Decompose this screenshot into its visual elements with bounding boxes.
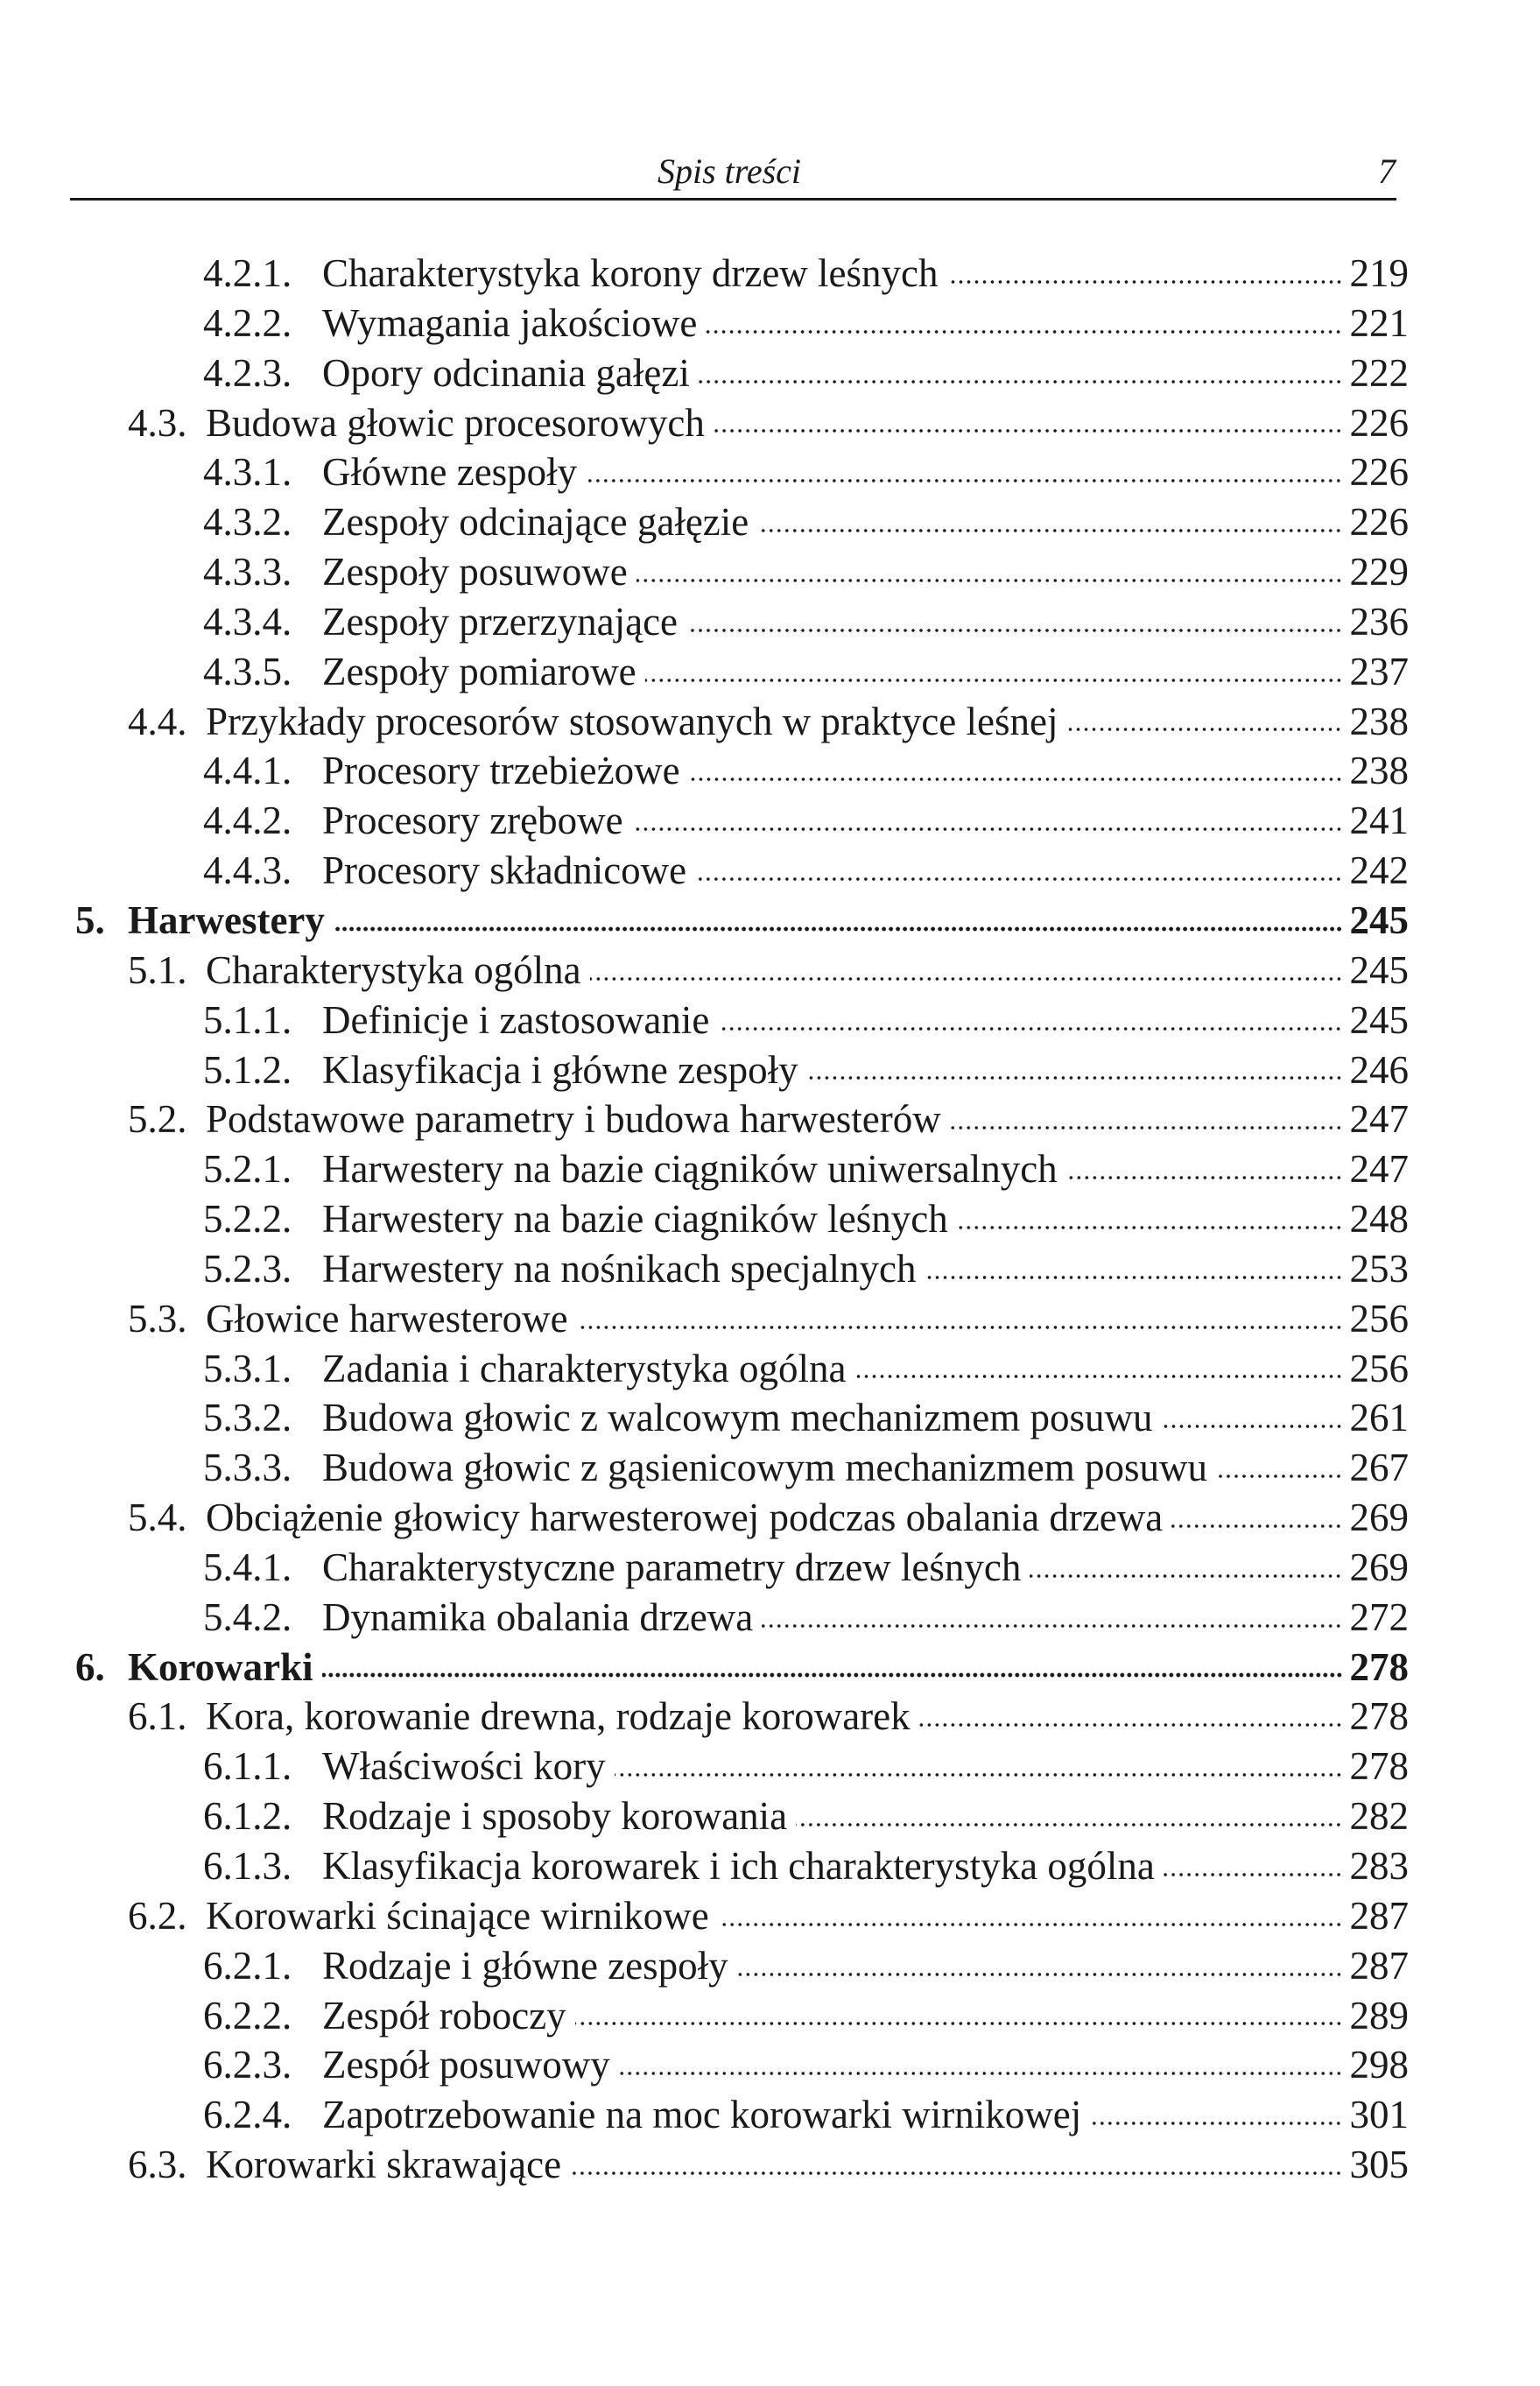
- dot-leader: [1030, 1573, 1342, 1580]
- toc-entry: [0, 1244, 1540, 1294]
- toc-entry-page: 221: [1349, 300, 1409, 345]
- toc-entry-number: 6.: [75, 1644, 105, 1689]
- toc-entry-title: Zespoły przerzynające: [322, 599, 679, 644]
- dot-leader: [925, 1274, 1343, 1281]
- toc-entry-title: Zespoły posuwowe: [322, 550, 628, 595]
- toc-entry-line: [322, 1045, 1409, 1095]
- toc-entry-number: 5.1.: [128, 947, 187, 992]
- toc-entry-page: 278: [1349, 1694, 1409, 1739]
- toc-entry-page: 278: [1349, 1744, 1409, 1789]
- toc-entry-line: [206, 2140, 1409, 2190]
- toc-entry-title: Zespoły odcinające gałęzie: [322, 500, 749, 545]
- dot-leader: [334, 926, 1343, 933]
- toc-entry-page: 247: [1349, 1147, 1409, 1192]
- toc-entry: [0, 746, 1540, 796]
- dot-leader: [1164, 1871, 1343, 1878]
- dot-leader: [686, 627, 1342, 634]
- toc-entry: [0, 647, 1540, 697]
- toc-entry-page: 237: [1349, 649, 1409, 693]
- toc-entry: [0, 1144, 1540, 1194]
- toc-entry-line: [322, 1144, 1409, 1194]
- toc-entry-number: 5.2.1.: [203, 1147, 292, 1192]
- toc-entry-number: 4.3.5.: [203, 649, 292, 693]
- toc-entry-line: [322, 846, 1409, 896]
- toc-entry-page: 241: [1349, 799, 1409, 843]
- toc-entry-number: 5.2.: [128, 1097, 187, 1142]
- dot-leader: [762, 1622, 1342, 1629]
- dot-leader: [807, 1074, 1343, 1081]
- toc-entry-title: Głowice harwesterowe: [206, 1296, 568, 1341]
- toc-entry-number: 6.2.: [128, 1893, 187, 1938]
- toc-entry-line: [322, 1791, 1409, 1841]
- toc-entry-title: Klasyfikacja korowarek i ich charakterystyka ogólna: [322, 1844, 1155, 1888]
- toc-entry: [0, 946, 1540, 996]
- dot-leader: [575, 2020, 1343, 2027]
- toc-entry-page: 236: [1349, 599, 1409, 644]
- dot-leader: [957, 1224, 1343, 1231]
- toc-entry-title: Rodzaje i główne zespoły: [322, 1943, 728, 1988]
- dot-leader: [757, 527, 1342, 534]
- toc-entry-title: Procesory trzebieżowe: [322, 749, 680, 793]
- toc-entry-number: 5.3.: [128, 1296, 187, 1341]
- toc-entry-number: 5.1.1.: [203, 997, 292, 1042]
- toc-entry-number: 5.3.1.: [203, 1346, 292, 1390]
- toc-entry: [0, 2040, 1540, 2090]
- toc-entry-line: [322, 597, 1409, 647]
- toc-entry-title: Harwestery na bazie ciagników leśnych: [322, 1197, 948, 1242]
- toc-entry: [0, 2140, 1540, 2190]
- toc-entry: [0, 2090, 1540, 2140]
- toc-entry-line: [322, 1344, 1409, 1394]
- toc-entry-title: Harwestery na bazie ciągników uniwersalnych: [322, 1147, 1058, 1192]
- dot-leader: [689, 776, 1343, 783]
- toc-entry-title: Zadania i charakterystyka ogólna: [322, 1346, 847, 1390]
- dot-leader: [737, 1971, 1343, 1978]
- toc-entry-page: 261: [1349, 1396, 1409, 1440]
- toc-entry-line: [322, 1941, 1409, 1991]
- toc-entry-page: 222: [1349, 350, 1409, 395]
- toc-entry-line: [322, 1543, 1409, 1593]
- toc-entry-number: 5.4.: [128, 1496, 187, 1540]
- table-of-contents: [0, 249, 1540, 2190]
- toc-entry-number: 4.4.: [128, 699, 187, 743]
- toc-entry-line: [322, 1393, 1409, 1443]
- toc-entry-page: 283: [1349, 1844, 1409, 1888]
- toc-entry: [0, 348, 1540, 398]
- toc-entry-line: [322, 348, 1409, 398]
- toc-entry-line: [322, 1194, 1409, 1244]
- toc-entry-line: [322, 249, 1409, 299]
- toc-entry-number: 5.4.2.: [203, 1594, 292, 1639]
- dot-leader: [718, 1025, 1342, 1032]
- toc-entry-page: 248: [1349, 1197, 1409, 1242]
- toc-entry-line: [322, 2040, 1409, 2090]
- toc-entry-page: 269: [1349, 1496, 1409, 1540]
- toc-entry-number: 4.4.1.: [203, 749, 292, 793]
- toc-entry-line: [322, 796, 1409, 846]
- toc-entry-title: Właściwości kory: [322, 1744, 606, 1789]
- toc-entry-line: [206, 1692, 1409, 1742]
- dot-leader: [855, 1373, 1343, 1380]
- toc-entry-number: 4.4.2.: [203, 799, 292, 843]
- dot-leader: [586, 477, 1342, 484]
- toc-entry-line: [322, 647, 1409, 697]
- toc-entry-title: Korowarki ścinające wirnikowe: [206, 1893, 709, 1938]
- toc-entry: [0, 896, 1540, 946]
- toc-entry-page: 238: [1349, 749, 1409, 793]
- dot-leader: [919, 1721, 1343, 1728]
- dot-leader: [570, 2170, 1342, 2177]
- toc-entry: [0, 1393, 1540, 1443]
- toc-entry-title: Opory odcinania gałęzi: [322, 350, 690, 395]
- toc-entry-line: [322, 1991, 1409, 2041]
- toc-entry: [0, 1791, 1540, 1841]
- dot-leader: [577, 1324, 1343, 1331]
- toc-entry: [0, 447, 1540, 497]
- toc-entry-page: 242: [1349, 848, 1409, 893]
- toc-entry-title: Dynamika obalania drzewa: [322, 1594, 754, 1639]
- toc-entry-line: [322, 447, 1409, 497]
- toc-entry: [0, 1543, 1540, 1593]
- toc-entry: [0, 547, 1540, 597]
- toc-entry-line: [322, 996, 1409, 1045]
- toc-entry-line: [206, 946, 1409, 996]
- toc-entry-number: 6.2.2.: [203, 1993, 292, 2038]
- toc-entry-number: 4.3.1.: [203, 450, 292, 495]
- toc-entry: [0, 299, 1540, 348]
- toc-entry: [0, 1493, 1540, 1543]
- toc-entry-page: 269: [1349, 1545, 1409, 1589]
- toc-entry: [0, 1643, 1540, 1693]
- toc-entry-page: 226: [1349, 500, 1409, 545]
- toc-entry-title: Kora, korowanie drewna, rodzaje korowarek: [206, 1694, 911, 1739]
- toc-entry-line: [128, 1643, 1409, 1693]
- dot-leader: [615, 1771, 1343, 1778]
- dot-leader: [322, 1672, 1343, 1679]
- toc-entry-line: [322, 1244, 1409, 1294]
- toc-entry: [0, 398, 1540, 448]
- dot-leader: [950, 1124, 1343, 1131]
- toc-entry-line: [206, 1094, 1409, 1144]
- toc-entry-page: 229: [1349, 550, 1409, 595]
- toc-entry-line: [322, 547, 1409, 597]
- toc-entry-number: 4.2.3.: [203, 350, 292, 395]
- toc-entry: [0, 1194, 1540, 1244]
- toc-entry-page: 278: [1349, 1644, 1409, 1689]
- toc-entry-page: 289: [1349, 1993, 1409, 2038]
- toc-entry-number: 5.3.2.: [203, 1396, 292, 1440]
- toc-entry: [0, 1941, 1540, 1991]
- toc-entry-page: 301: [1349, 2093, 1409, 2137]
- toc-entry-number: 5.: [75, 897, 105, 942]
- dot-leader: [718, 1921, 1343, 1928]
- toc-entry: [0, 1742, 1540, 1791]
- toc-entry-page: 272: [1349, 1594, 1409, 1639]
- toc-entry-number: 5.1.2.: [203, 1047, 292, 1092]
- toc-entry-title: Obciążenie głowicy harwesterowej podczas obalania drzewa: [206, 1496, 1164, 1540]
- toc-entry-number: 4.2.2.: [203, 300, 292, 345]
- toc-entry-title: Zapotrzebowanie na moc korowarki wirnikowej: [322, 2093, 1082, 2137]
- toc-entry-number: 6.2.4.: [203, 2093, 292, 2137]
- toc-entry-line: [206, 697, 1409, 747]
- toc-entry: [0, 1593, 1540, 1643]
- toc-entry: [0, 1443, 1540, 1493]
- dot-leader: [1066, 726, 1342, 733]
- toc-entry: [0, 1692, 1540, 1742]
- toc-entry-title: Zespół posuwowy: [322, 2043, 610, 2087]
- toc-entry-title: Budowa głowic procesorowych: [206, 400, 705, 445]
- toc-entry-title: Harwestery na nośnikach specjalnych: [322, 1246, 917, 1291]
- toc-entry-title: Rodzaje i sposoby korowania: [322, 1794, 788, 1839]
- toc-entry-page: 267: [1349, 1446, 1409, 1490]
- toc-entry-title: Definicje i zastosowanie: [322, 997, 710, 1042]
- toc-entry-title: Przykłady procesorów stosowanych w praktyce leśnej: [206, 699, 1058, 743]
- toc-entry-page: 256: [1349, 1296, 1409, 1341]
- toc-entry-number: 6.1.3.: [203, 1844, 292, 1888]
- toc-entry-number: 6.3.: [128, 2143, 187, 2187]
- toc-entry-title: Zespoły pomiarowe: [322, 649, 636, 693]
- header-rule: [70, 198, 1396, 201]
- toc-entry-page: 298: [1349, 2043, 1409, 2087]
- toc-entry-title: Harwestery: [128, 897, 325, 942]
- dot-leader: [706, 328, 1342, 335]
- toc-entry-line: [206, 1493, 1409, 1543]
- toc-entry-title: Procesory zrębowe: [322, 799, 623, 843]
- toc-entry-page: 219: [1349, 251, 1409, 295]
- toc-entry-number: 5.3.3.: [203, 1446, 292, 1490]
- toc-entry: [0, 1991, 1540, 2041]
- toc-entry-title: Charakterystyka korony drzew leśnych: [322, 251, 939, 295]
- dot-leader: [1066, 1174, 1343, 1181]
- toc-entry-line: [206, 1294, 1409, 1344]
- toc-entry-page: 245: [1349, 997, 1409, 1042]
- dot-leader: [1171, 1523, 1342, 1530]
- toc-entry-line: [206, 1891, 1409, 1941]
- toc-entry: [0, 1891, 1540, 1941]
- dot-leader: [619, 2070, 1343, 2077]
- toc-entry-line: [322, 299, 1409, 348]
- toc-entry-line: [322, 2090, 1409, 2140]
- toc-entry: [0, 1344, 1540, 1394]
- toc-entry-page: 253: [1349, 1246, 1409, 1291]
- toc-entry-number: 5.2.3.: [203, 1246, 292, 1291]
- dot-leader: [1162, 1423, 1343, 1430]
- toc-entry-number: 4.3.4.: [203, 599, 292, 644]
- toc-entry-page: 226: [1349, 400, 1409, 445]
- toc-entry: [0, 1841, 1540, 1891]
- toc-entry-line: [322, 746, 1409, 796]
- toc-entry-title: Charakterystyka ogólna: [206, 947, 581, 992]
- toc-entry-number: 6.1.2.: [203, 1794, 292, 1839]
- toc-entry-page: 245: [1349, 897, 1409, 942]
- toc-entry-title: Korowarki skrawające: [206, 2143, 562, 2187]
- dot-leader: [1216, 1473, 1342, 1480]
- page-number: 7: [1378, 151, 1396, 191]
- toc-entry: [0, 1294, 1540, 1344]
- toc-entry-title: Korowarki: [128, 1644, 313, 1689]
- toc-entry-title: Zespół roboczy: [322, 1993, 566, 2038]
- toc-entry-line: [206, 398, 1409, 448]
- toc-entry-title: Wymagania jakościowe: [322, 300, 698, 345]
- toc-entry-line: [128, 896, 1409, 946]
- toc-entry: [0, 1094, 1540, 1144]
- dot-leader: [796, 1821, 1342, 1828]
- toc-entry-line: [322, 1742, 1409, 1791]
- dot-leader: [1090, 2120, 1342, 2127]
- dot-leader: [947, 278, 1343, 285]
- toc-entry-title: Budowa głowic z gąsienicowym mechanizmem posuwu: [322, 1446, 1208, 1490]
- toc-entry-page: 287: [1349, 1943, 1409, 1988]
- toc-entry-title: Klasyfikacja i główne zespoły: [322, 1047, 798, 1092]
- toc-entry-line: [322, 1841, 1409, 1891]
- toc-entry-number: 4.4.3.: [203, 848, 292, 893]
- toc-entry-line: [322, 1593, 1409, 1643]
- toc-entry: [0, 846, 1540, 896]
- toc-entry: [0, 1045, 1540, 1095]
- dot-leader: [714, 427, 1343, 434]
- dot-leader: [645, 677, 1343, 684]
- toc-entry-page: 282: [1349, 1794, 1409, 1839]
- toc-entry-title: Procesory składnicowe: [322, 848, 687, 893]
- toc-entry-title: Główne zespoły: [322, 450, 578, 495]
- dot-leader: [695, 876, 1342, 883]
- toc-entry: [0, 497, 1540, 547]
- toc-entry-number: 5.2.2.: [203, 1197, 292, 1242]
- toc-entry-number: 4.2.1.: [203, 251, 292, 295]
- toc-entry-title: Charakterystyczne parametry drzew leśnych: [322, 1545, 1022, 1589]
- toc-entry-number: 4.3.: [128, 400, 187, 445]
- toc-entry-page: 247: [1349, 1097, 1409, 1142]
- toc-entry-page: 256: [1349, 1346, 1409, 1390]
- toc-entry: [0, 249, 1540, 299]
- toc-entry-page: 246: [1349, 1047, 1409, 1092]
- toc-entry-number: 6.1.1.: [203, 1744, 292, 1789]
- toc-entry-number: 4.3.3.: [203, 550, 292, 595]
- toc-entry-number: 6.1.: [128, 1694, 187, 1739]
- toc-entry: [0, 996, 1540, 1045]
- toc-entry-line: [322, 1443, 1409, 1493]
- dot-leader: [699, 378, 1343, 385]
- toc-entry-number: 5.4.1.: [203, 1545, 292, 1589]
- toc-entry-title: Budowa głowic z walcowym mechanizmem posuwu: [322, 1396, 1153, 1440]
- toc-entry-line: [322, 497, 1409, 547]
- toc-entry-number: 6.2.1.: [203, 1943, 292, 1988]
- dot-leader: [590, 975, 1343, 982]
- toc-entry-number: 4.3.2.: [203, 500, 292, 545]
- dot-leader: [632, 826, 1343, 833]
- toc-entry-title: Podstawowe parametry i budowa harwesterów: [206, 1097, 941, 1142]
- toc-entry-page: 245: [1349, 947, 1409, 992]
- dot-leader: [636, 577, 1343, 584]
- toc-entry-page: 238: [1349, 699, 1409, 743]
- toc-entry-page: 305: [1349, 2143, 1409, 2187]
- toc-entry: [0, 697, 1540, 747]
- toc-entry: [0, 597, 1540, 647]
- running-header-title: Spis treści: [657, 151, 802, 191]
- toc-entry-page: 226: [1349, 450, 1409, 495]
- toc-entry-number: 6.2.3.: [203, 2043, 292, 2087]
- toc-entry-page: 287: [1349, 1893, 1409, 1938]
- toc-entry: [0, 796, 1540, 846]
